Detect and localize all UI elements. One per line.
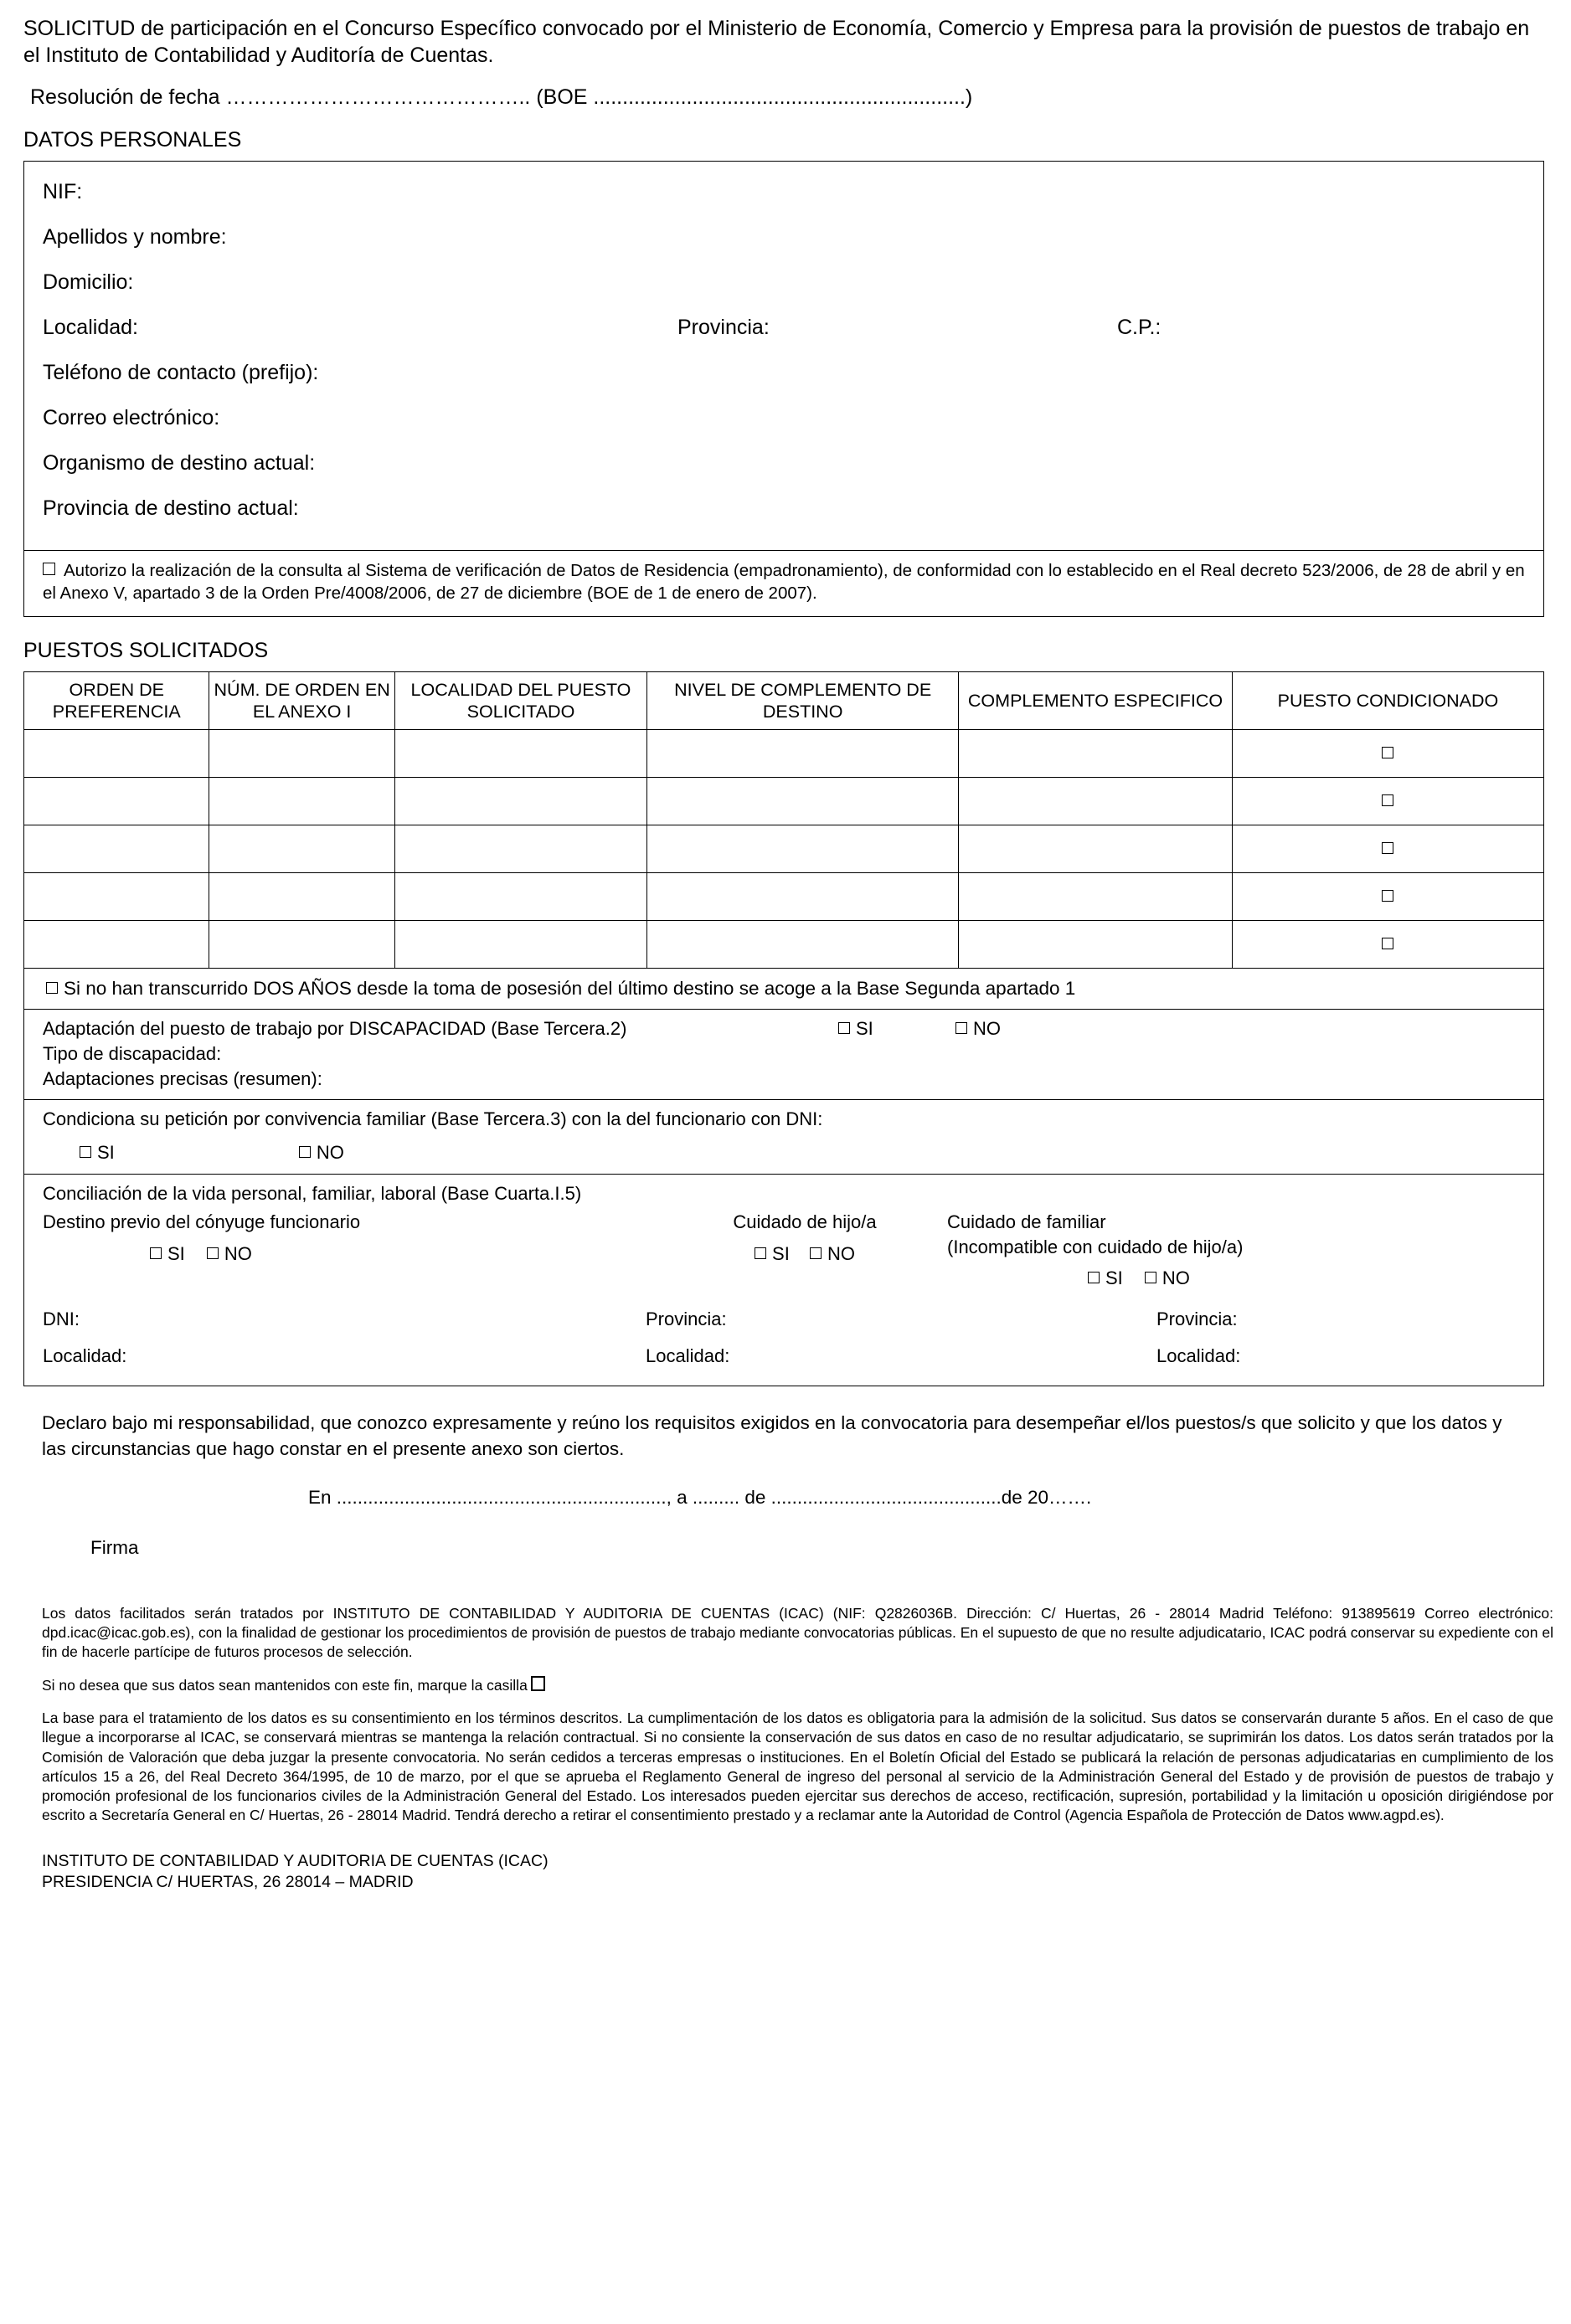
discapacidad-block — [24, 1010, 1543, 1100]
discapacidad-no-label: NO — [973, 1018, 1001, 1040]
adaptaciones-precisas-label: Adaptaciones precisas (resumen): — [43, 1067, 322, 1089]
conciliacion-dni-grid — [43, 1307, 1532, 1377]
form-intro-text: SOLICITUD de participación en el Concurso Específico convocado por el Ministerio de Economía, Comercio y Empresa para la provisión de puestos de trabajo en el Instituto de Contabilidad y Auditoría de Cuentas. — [23, 17, 1530, 67]
cell-condicionado[interactable] — [1232, 825, 1543, 873]
legal-paragraph-3: La base para el tratamiento de los datos es su consentimiento en los términos descritos. La cumplimentación de los datos es obligatoria para la admisión de la solicitud. Sus datos se conservarán durante 5 años. En el caso de que llegue a incorporarse al ICAC, se conservará mientras se mantenga la relación contractual. Si no consiente la conservación de sus datos en caso de no resultar adjudicatario, se suprimirán los datos. Los datos serán tratados por la Comisión de Valoración que deba juzgar la presente convocatoria. No serán cedidos a terceras empresas o instituciones. En el Boletín Oficial del Estado se publicará la relación de personas adjudicatarias en cumplimiento de los artículos 15 a 26, del Real Decreto 364/1995, de 10 de marzo, por el que se aprueba el Reglamento General de ingreso del personal al servicio de la Administración General del Estado y de provisión de puestos de trabajo y promoción profesional de los funcionarios civiles de la Administración General del Estado. Los interesados pueden ejercitar sus derechos de acceso, rectificación, supresión, portabilidad y la limitación u oposición dirigiéndose por escrito a Secretaría General en C/ Huertas, 26 - 28014 Madrid. Tendrá derecho a retirar el consentimiento prestado y a reclamar ante la Autoridad de Control (Agencia Española de Protección de Datos www.agpd.es). — [42, 1710, 1553, 1824]
discapacidad-si-option[interactable] — [838, 1016, 873, 1041]
field-domicilio-label: Domicilio: — [43, 270, 134, 294]
col-nivel-complemento-destino: NIVEL DE COMPLEMENTO DE DESTINO — [647, 671, 959, 729]
col-num-orden-anexo: NÚM. DE ORDEN EN EL ANEXO I — [209, 671, 394, 729]
conciliacion-grid — [43, 1181, 1532, 1307]
cell-nivel[interactable] — [647, 730, 959, 778]
footer-line-1: INSTITUTO DE CONTABILIDAD Y AUDITORIA DE CUENTAS (ICAC) — [42, 1851, 549, 1870]
cell-localidad[interactable] — [394, 825, 646, 873]
document-footer — [42, 1851, 1544, 1894]
discapacidad-si-label: SI — [856, 1018, 873, 1040]
hijo-no-checkbox[interactable] — [810, 1247, 822, 1259]
cell-especifico[interactable] — [959, 873, 1233, 921]
conciliacion-conyuge-options — [43, 1242, 512, 1267]
field-organismo-destino-label: Organismo de destino actual: — [43, 450, 316, 475]
cell-condicionado[interactable] — [1232, 873, 1543, 921]
condicionado-checkbox[interactable] — [1382, 747, 1393, 758]
familiar-si-checkbox[interactable] — [1088, 1272, 1100, 1283]
cell-orden-preferencia[interactable] — [24, 778, 209, 825]
conciliacion-familiar-label: Cuidado de familiar — [947, 1211, 1106, 1232]
conciliacion-familiar-options — [947, 1266, 1416, 1291]
conciliacion-conyuge-label: Destino previo del cónyuge funcionario — [43, 1211, 361, 1232]
hijo-si-checkbox[interactable] — [755, 1247, 766, 1259]
field-nif — [24, 180, 1543, 203]
conciliacion-familiar-note: (Incompatible con cuidado de hijo/a) — [947, 1236, 1244, 1257]
cell-nivel[interactable] — [647, 825, 959, 873]
field-telefono-label: Teléfono de contacto (prefijo): — [43, 360, 319, 384]
field-provincia-destino-label: Provincia de destino actual: — [43, 496, 299, 520]
field-correo — [24, 406, 1543, 429]
convivencia-si-checkbox[interactable] — [80, 1146, 91, 1158]
cell-num-orden[interactable] — [209, 825, 394, 873]
residencia-consent-text: Autorizo la realización de la consulta al Sistema de verificación de Datos de Residencia (empadronamiento), de conformidad con lo establecido en el Real decreto 523/2006, de 28 de abril y en el Anexo V, apartado 3 de la Orden Pre/4008/2006, de 27 de diciembre (BOE de 1 de enero de 2007). — [43, 560, 1525, 603]
conyuge-si-label: SI — [167, 1242, 185, 1264]
field-nif-label: NIF: — [43, 179, 83, 203]
cell-num-orden[interactable] — [209, 921, 394, 969]
declaracion-responsabilidad-text: Declaro bajo mi responsabilidad, que conozco expresamente y reúno los requisitos exigidos en la convocatoria para desempeñar el/los puestos/s que solicito y que los datos y las circunstancias que hago constar en el presente anexo son ciertos. — [42, 1411, 1502, 1459]
conciliacion-col1-fields — [43, 1307, 126, 1368]
base-segunda-row — [24, 969, 1543, 1010]
conciliacion-localidad-label-1: Localidad: — [43, 1345, 127, 1366]
condicionado-checkbox[interactable] — [1382, 842, 1393, 854]
cell-localidad[interactable] — [394, 730, 646, 778]
cell-nivel[interactable] — [647, 778, 959, 825]
conciliacion-title: Conciliación de la vida personal, familiar, laboral (Base Cuarta.I.5) — [43, 1182, 582, 1204]
field-apellidos-nombre — [24, 225, 1543, 249]
conciliacion-provincia-label-1: Provincia: — [646, 1308, 727, 1329]
residencia-consent-checkbox[interactable] — [43, 563, 55, 575]
discapacidad-no-option[interactable] — [955, 1016, 1001, 1041]
conciliacion-localidad-label-3: Localidad: — [1156, 1345, 1241, 1366]
familiar-no-option[interactable] — [1145, 1266, 1190, 1291]
hijo-si-option[interactable] — [755, 1243, 790, 1264]
datos-personales-title: DATOS PERSONALES — [23, 127, 242, 152]
condicionado-checkbox[interactable] — [1382, 938, 1393, 949]
puestos-table — [23, 671, 1544, 969]
conyuge-si-checkbox[interactable] — [150, 1247, 162, 1259]
conciliacion-hijo-column — [629, 1210, 981, 1266]
hijo-si-label: SI — [772, 1242, 790, 1264]
familiar-no-checkbox[interactable] — [1145, 1272, 1156, 1283]
conciliacion-block — [24, 1175, 1543, 1386]
cell-condicionado[interactable] — [1232, 921, 1543, 969]
cell-nivel[interactable] — [647, 921, 959, 969]
table-row — [24, 873, 1544, 921]
puestos-extra-sections — [23, 969, 1544, 1386]
cell-localidad[interactable] — [394, 778, 646, 825]
field-organismo-destino — [24, 451, 1543, 475]
field-correo-label: Correo electrónico: — [43, 405, 220, 429]
convivencia-label: Condiciona su petición por convivencia familiar (Base Tercera.3) con la del funcionario con DNI: — [43, 1108, 823, 1130]
field-cp-label: C.P.: — [1117, 315, 1162, 339]
conciliacion-hijo-options — [629, 1242, 981, 1267]
col-complemento-especifico: COMPLEMENTO ESPECIFICO — [959, 671, 1233, 729]
familiar-si-label: SI — [1105, 1267, 1123, 1289]
conciliacion-hijo-label: Cuidado de hijo/a — [733, 1211, 877, 1232]
discapacidad-line — [43, 1016, 1532, 1041]
cell-orden-preferencia[interactable] — [24, 825, 209, 873]
familiar-no-label: NO — [1162, 1267, 1190, 1289]
residencia-consent-row — [24, 551, 1543, 616]
cell-localidad[interactable] — [394, 873, 646, 921]
familiar-si-option[interactable] — [1088, 1267, 1123, 1288]
field-provincia-destino — [24, 496, 1543, 520]
conciliacion-dni-label: DNI: — [43, 1308, 80, 1329]
discapacidad-no-checkbox[interactable] — [955, 1022, 967, 1034]
cell-condicionado[interactable] — [1232, 778, 1543, 825]
puestos-table-header-row — [24, 671, 1544, 729]
conciliacion-col2-fields — [646, 1307, 729, 1368]
cell-especifico[interactable] — [959, 825, 1233, 873]
convivencia-si-label: SI — [97, 1142, 115, 1164]
conciliacion-provincia-label-2: Provincia: — [1156, 1308, 1238, 1329]
table-row — [24, 921, 1544, 969]
resolucion-line: Resolución de fecha …………………………………….. (BOE ................................................................) — [30, 85, 973, 109]
base-segunda-text: Si no han transcurrido DOS AÑOS desde la toma de posesión del último destino se acoge a la Base Segunda apartado 1 — [64, 978, 1076, 1000]
table-row — [24, 778, 1544, 825]
hijo-no-label: NO — [827, 1242, 855, 1264]
cell-num-orden[interactable] — [209, 730, 394, 778]
cell-especifico[interactable] — [959, 730, 1233, 778]
datos-personales-box — [23, 161, 1544, 617]
legal-optout-checkbox[interactable] — [531, 1676, 545, 1691]
puestos-solicitados-title: PUESTOS SOLICITADOS — [23, 638, 269, 662]
condicionado-checkbox[interactable] — [1382, 794, 1393, 806]
conciliacion-localidad-label-2: Localidad: — [646, 1345, 730, 1366]
col-localidad-puesto: LOCALIDAD DEL PUESTO SOLICITADO — [394, 671, 646, 729]
table-row — [24, 825, 1544, 873]
cell-condicionado[interactable] — [1232, 730, 1543, 778]
tipo-discapacidad-label: Tipo de discapacidad: — [43, 1043, 222, 1065]
cell-nivel[interactable] — [647, 873, 959, 921]
conyuge-no-checkbox[interactable] — [207, 1247, 219, 1259]
conyuge-no-option[interactable] — [207, 1242, 252, 1267]
condicionado-checkbox[interactable] — [1382, 890, 1393, 902]
footer-line-2: PRESIDENCIA C/ HUERTAS, 26 28014 – MADRID — [42, 1872, 414, 1891]
convivencia-block — [24, 1100, 1543, 1174]
col-orden-preferencia: ORDEN DE PREFERENCIA — [24, 671, 209, 729]
conciliacion-familiar-column — [947, 1210, 1416, 1291]
cell-orden-preferencia[interactable] — [24, 921, 209, 969]
legal-optout-text: Si no desea que sus datos sean mantenidos con este fin, marque la casilla — [42, 1676, 528, 1694]
discapacidad-label: Adaptación del puesto de trabajo por DISCAPACIDAD (Base Tercera.2) — [43, 1018, 627, 1040]
field-localidad-provincia-cp — [24, 316, 1543, 339]
hijo-no-option[interactable] — [810, 1242, 855, 1267]
convivencia-no-label: NO — [316, 1142, 344, 1164]
legal-optout-row — [42, 1676, 1553, 1695]
cell-orden-preferencia[interactable] — [24, 873, 209, 921]
convivencia-no-checkbox[interactable] — [299, 1146, 311, 1158]
cell-localidad[interactable] — [394, 921, 646, 969]
legal-notice — [42, 1604, 1553, 1826]
conyuge-no-label: NO — [224, 1242, 252, 1264]
conyuge-si-option[interactable] — [150, 1243, 185, 1264]
col-puesto-condicionado: PUESTO CONDICIONADO — [1232, 671, 1543, 729]
field-telefono — [24, 361, 1543, 384]
field-localidad-label: Localidad: — [43, 315, 138, 339]
cell-num-orden[interactable] — [209, 873, 394, 921]
convivencia-si-option[interactable] — [80, 1142, 115, 1163]
field-domicilio — [24, 270, 1543, 294]
conciliacion-conyuge-column — [43, 1210, 512, 1266]
cell-orden-preferencia[interactable] — [24, 730, 209, 778]
field-apellidos-nombre-label: Apellidos y nombre: — [43, 224, 227, 249]
cell-especifico[interactable] — [959, 778, 1233, 825]
cell-num-orden[interactable] — [209, 778, 394, 825]
conciliacion-col3-fields — [1156, 1307, 1240, 1368]
table-row — [24, 730, 1544, 778]
firma-label: Firma — [90, 1536, 139, 1558]
lugar-fecha-line: En ..............................................................., a ......... de ............................................de 20……. — [308, 1486, 1092, 1508]
legal-paragraph-1: Los datos facilitados serán tratados por INSTITUTO DE CONTABILIDAD Y AUDITORIA DE CUENTAS (ICAC) (NIF: Q2826036B. Dirección: C/ Huertas, 26 - 28014 Madrid Teléfono: 913895619 Correo electrónico: dpd.icac@icac.gob.es), con la finalidad de gestionar los procedimientos de provisión de puestos de trabajo mediante convocatorias públicas. En el supuesto de que no resulte adjudicatario, ICAC podrá conservar su expediente con el fin de hacerle partícipe de futuros procesos de selección. — [42, 1604, 1553, 1661]
field-provincia-label: Provincia: — [677, 315, 770, 339]
base-segunda-checkbox[interactable] — [46, 982, 58, 994]
convivencia-no-option[interactable] — [299, 1140, 344, 1165]
convivencia-options — [43, 1140, 1532, 1165]
cell-especifico[interactable] — [959, 921, 1233, 969]
discapacidad-si-checkbox[interactable] — [838, 1022, 850, 1034]
